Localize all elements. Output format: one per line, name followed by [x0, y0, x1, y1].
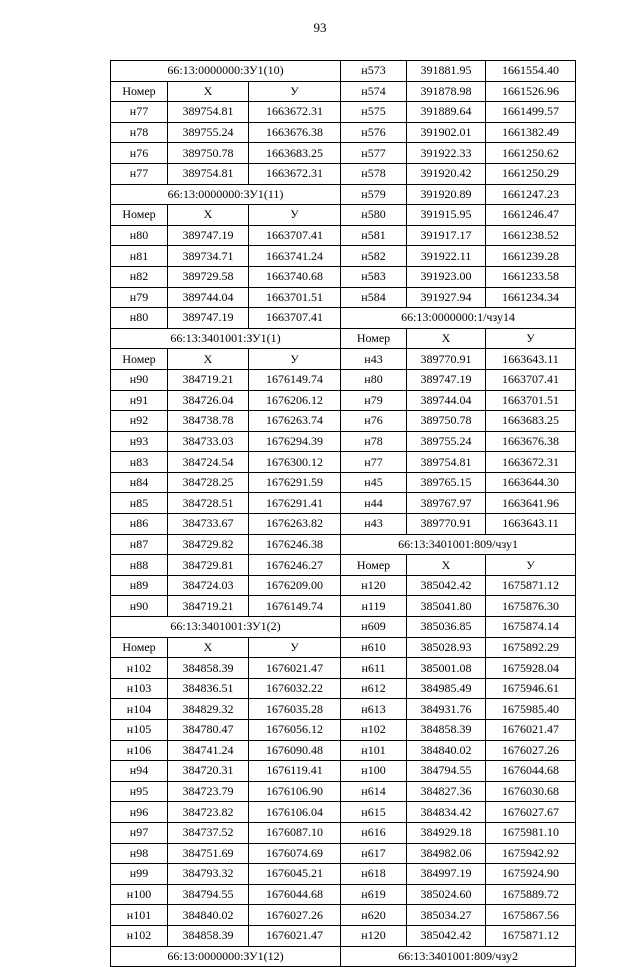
table-row — [111, 699, 576, 720]
y-coordinate-cell: 1676032.22 — [249, 678, 341, 699]
point-number-cell: н88 — [111, 555, 168, 576]
y-coordinate-cell: 1676056.12 — [249, 720, 341, 741]
point-number-cell: н576 — [341, 122, 407, 143]
point-number-cell: н616 — [341, 822, 407, 843]
parcel-title-cell: 66:13:3401001:ЗУ1(1) — [111, 328, 341, 349]
table-row — [111, 81, 576, 102]
x-coordinate-cell: 384982.06 — [407, 843, 486, 864]
point-number-cell: Номер — [111, 637, 168, 658]
y-coordinate-cell: 1675871.12 — [486, 925, 576, 946]
x-coordinate-cell: 384737.52 — [168, 822, 249, 843]
table-row — [111, 946, 576, 967]
point-number-cell: н92 — [111, 411, 168, 432]
point-number-cell: н89 — [111, 575, 168, 596]
y-coordinate-cell: 1663683.25 — [486, 411, 576, 432]
x-coordinate-cell: 389750.78 — [168, 143, 249, 164]
point-number-cell: н584 — [341, 287, 407, 308]
x-coordinate-cell: 384733.67 — [168, 514, 249, 535]
point-number-cell: н582 — [341, 246, 407, 267]
parcel-title-cell: 66:13:3401001:809/чзу2 — [341, 946, 576, 967]
point-number-cell: н99 — [111, 864, 168, 885]
y-coordinate-cell: 1676291.41 — [249, 493, 341, 514]
y-coordinate-cell: 1661246.47 — [486, 205, 576, 226]
x-coordinate-cell: 384834.42 — [407, 802, 486, 823]
y-coordinate-cell: У — [486, 328, 576, 349]
y-coordinate-cell: У — [249, 349, 341, 370]
point-number-cell: н106 — [111, 740, 168, 761]
point-number-cell: н119 — [341, 596, 407, 617]
point-number-cell: н610 — [341, 637, 407, 658]
x-coordinate-cell: 389747.19 — [168, 308, 249, 329]
y-coordinate-cell: 1676035.28 — [249, 699, 341, 720]
x-coordinate-cell: 389750.78 — [407, 411, 486, 432]
x-coordinate-cell: X — [168, 637, 249, 658]
y-coordinate-cell: 1661238.52 — [486, 225, 576, 246]
table-row — [111, 349, 576, 370]
y-coordinate-cell: 1663672.31 — [249, 102, 341, 123]
point-number-cell: н82 — [111, 266, 168, 287]
x-coordinate-cell: 384793.32 — [168, 864, 249, 885]
y-coordinate-cell: 1676206.12 — [249, 390, 341, 411]
x-coordinate-cell: 384724.54 — [168, 452, 249, 473]
x-coordinate-cell: 384794.55 — [168, 884, 249, 905]
y-coordinate-cell: 1675889.72 — [486, 884, 576, 905]
point-number-cell: н76 — [111, 143, 168, 164]
y-coordinate-cell: 1663740.68 — [249, 266, 341, 287]
table-row — [111, 596, 576, 617]
y-coordinate-cell: 1675928.04 — [486, 658, 576, 679]
point-number-cell: н575 — [341, 102, 407, 123]
table-row — [111, 555, 576, 576]
x-coordinate-cell: 391917.17 — [407, 225, 486, 246]
y-coordinate-cell: 1676263.74 — [249, 411, 341, 432]
point-number-cell: н79 — [341, 390, 407, 411]
point-number-cell: н619 — [341, 884, 407, 905]
x-coordinate-cell: 389765.15 — [407, 472, 486, 493]
y-coordinate-cell: 1676021.47 — [486, 720, 576, 741]
y-coordinate-cell: 1661250.29 — [486, 163, 576, 184]
table-row — [111, 925, 576, 946]
point-number-cell: н87 — [111, 534, 168, 555]
x-coordinate-cell: 384840.02 — [168, 905, 249, 926]
point-number-cell: н96 — [111, 802, 168, 823]
point-number-cell: н105 — [111, 720, 168, 741]
y-coordinate-cell: 1675874.14 — [486, 617, 576, 638]
y-coordinate-cell: 1675924.90 — [486, 864, 576, 885]
point-number-cell: н617 — [341, 843, 407, 864]
y-coordinate-cell: 1663644.30 — [486, 472, 576, 493]
x-coordinate-cell: 384931.76 — [407, 699, 486, 720]
x-coordinate-cell: 384720.31 — [168, 761, 249, 782]
point-number-cell: н574 — [341, 81, 407, 102]
point-number-cell: н76 — [341, 411, 407, 432]
y-coordinate-cell: 1661234.34 — [486, 287, 576, 308]
x-coordinate-cell: 391881.95 — [407, 61, 486, 82]
point-number-cell: н101 — [341, 740, 407, 761]
x-coordinate-cell: 391922.11 — [407, 246, 486, 267]
table-row — [111, 843, 576, 864]
point-number-cell: н79 — [111, 287, 168, 308]
point-number-cell: н577 — [341, 143, 407, 164]
point-number-cell: н613 — [341, 699, 407, 720]
y-coordinate-cell: 1676119.41 — [249, 761, 341, 782]
x-coordinate-cell: 384724.03 — [168, 575, 249, 596]
y-coordinate-cell: 1676294.39 — [249, 431, 341, 452]
point-number-cell: н579 — [341, 184, 407, 205]
x-coordinate-cell: 389767.97 — [407, 493, 486, 514]
x-coordinate-cell: 384726.04 — [168, 390, 249, 411]
y-coordinate-cell: 1676027.26 — [249, 905, 341, 926]
x-coordinate-cell: 384728.25 — [168, 472, 249, 493]
table-row — [111, 637, 576, 658]
y-coordinate-cell: 1676263.82 — [249, 514, 341, 535]
y-coordinate-cell: 1676149.74 — [249, 596, 341, 617]
coordinates-table — [110, 60, 576, 967]
x-coordinate-cell: 389755.24 — [407, 431, 486, 452]
table-row — [111, 802, 576, 823]
point-number-cell: н609 — [341, 617, 407, 638]
y-coordinate-cell: 1663701.51 — [249, 287, 341, 308]
x-coordinate-cell: 384836.51 — [168, 678, 249, 699]
y-coordinate-cell: 1663643.11 — [486, 349, 576, 370]
table-row — [111, 411, 576, 432]
table-row — [111, 761, 576, 782]
x-coordinate-cell: 384751.69 — [168, 843, 249, 864]
y-coordinate-cell: 1675876.30 — [486, 596, 576, 617]
y-coordinate-cell: 1663683.25 — [249, 143, 341, 164]
point-number-cell: н580 — [341, 205, 407, 226]
point-number-cell: н615 — [341, 802, 407, 823]
table-row — [111, 678, 576, 699]
x-coordinate-cell: 391923.00 — [407, 266, 486, 287]
table-row — [111, 452, 576, 473]
x-coordinate-cell: X — [168, 349, 249, 370]
point-number-cell: н583 — [341, 266, 407, 287]
point-number-cell: н120 — [341, 575, 407, 596]
point-number-cell: н614 — [341, 781, 407, 802]
x-coordinate-cell: 384741.24 — [168, 740, 249, 761]
y-coordinate-cell: 1675942.92 — [486, 843, 576, 864]
table-row — [111, 266, 576, 287]
x-coordinate-cell: 391902.01 — [407, 122, 486, 143]
y-coordinate-cell: 1661526.96 — [486, 81, 576, 102]
y-coordinate-cell: 1676027.26 — [486, 740, 576, 761]
point-number-cell: н43 — [341, 514, 407, 535]
point-number-cell: н91 — [111, 390, 168, 411]
x-coordinate-cell: 385028.93 — [407, 637, 486, 658]
x-coordinate-cell: 384723.82 — [168, 802, 249, 823]
y-coordinate-cell: 1676044.68 — [249, 884, 341, 905]
x-coordinate-cell: 384858.39 — [168, 658, 249, 679]
y-coordinate-cell: 1676087.10 — [249, 822, 341, 843]
y-coordinate-cell: 1676106.90 — [249, 781, 341, 802]
point-number-cell: н90 — [111, 369, 168, 390]
point-number-cell: н103 — [111, 678, 168, 699]
y-coordinate-cell: 1661247.23 — [486, 184, 576, 205]
x-coordinate-cell: 385034.27 — [407, 905, 486, 926]
y-coordinate-cell: 1663707.41 — [486, 369, 576, 390]
y-coordinate-cell: У — [486, 555, 576, 576]
y-coordinate-cell: 1676045.21 — [249, 864, 341, 885]
point-number-cell: н85 — [111, 493, 168, 514]
point-number-cell: н78 — [341, 431, 407, 452]
x-coordinate-cell: 391920.42 — [407, 163, 486, 184]
y-coordinate-cell: 1663672.31 — [249, 163, 341, 184]
table-row — [111, 781, 576, 802]
table-row — [111, 493, 576, 514]
point-number-cell: н102 — [111, 658, 168, 679]
parcel-title-cell: 66:13:3401001:ЗУ1(2) — [111, 617, 341, 638]
parcel-title-cell: 66:13:3401001:809/чзу1 — [341, 534, 576, 555]
x-coordinate-cell: 384733.03 — [168, 431, 249, 452]
table-row — [111, 884, 576, 905]
x-coordinate-cell: 389755.24 — [168, 122, 249, 143]
point-number-cell: н83 — [111, 452, 168, 473]
y-coordinate-cell: 1663741.24 — [249, 246, 341, 267]
point-number-cell: н80 — [111, 308, 168, 329]
y-coordinate-cell: 1661239.28 — [486, 246, 576, 267]
point-number-cell: н44 — [341, 493, 407, 514]
y-coordinate-cell: 1675871.12 — [486, 575, 576, 596]
x-coordinate-cell: 384929.18 — [407, 822, 486, 843]
point-number-cell: Номер — [111, 81, 168, 102]
x-coordinate-cell: 385024.60 — [407, 884, 486, 905]
x-coordinate-cell: 384997.19 — [407, 864, 486, 885]
point-number-cell: н620 — [341, 905, 407, 926]
x-coordinate-cell: 384719.21 — [168, 369, 249, 390]
point-number-cell: н86 — [111, 514, 168, 535]
x-coordinate-cell: 384729.81 — [168, 555, 249, 576]
y-coordinate-cell: 1676021.47 — [249, 658, 341, 679]
y-coordinate-cell: 1663676.38 — [486, 431, 576, 452]
x-coordinate-cell: 389754.81 — [168, 102, 249, 123]
point-number-cell: н611 — [341, 658, 407, 679]
table-row — [111, 184, 576, 205]
x-coordinate-cell: 385042.42 — [407, 925, 486, 946]
x-coordinate-cell: 384780.47 — [168, 720, 249, 741]
table-row — [111, 143, 576, 164]
table-row — [111, 163, 576, 184]
point-number-cell: н94 — [111, 761, 168, 782]
point-number-cell: н77 — [111, 163, 168, 184]
x-coordinate-cell: 384719.21 — [168, 596, 249, 617]
y-coordinate-cell: 1676300.12 — [249, 452, 341, 473]
y-coordinate-cell: 1676027.67 — [486, 802, 576, 823]
point-number-cell: н97 — [111, 822, 168, 843]
point-number-cell: н84 — [111, 472, 168, 493]
x-coordinate-cell: X — [407, 328, 486, 349]
x-coordinate-cell: 389770.91 — [407, 349, 486, 370]
coordinates-table-body — [111, 61, 576, 967]
point-number-cell: н77 — [341, 452, 407, 473]
table-row — [111, 390, 576, 411]
x-coordinate-cell: 384729.82 — [168, 534, 249, 555]
y-coordinate-cell: 1663641.96 — [486, 493, 576, 514]
x-coordinate-cell: X — [168, 205, 249, 226]
x-coordinate-cell: 385042.42 — [407, 575, 486, 596]
point-number-cell: Номер — [341, 555, 407, 576]
x-coordinate-cell: 384858.39 — [407, 720, 486, 741]
y-coordinate-cell: 1675867.56 — [486, 905, 576, 926]
y-coordinate-cell: 1676090.48 — [249, 740, 341, 761]
parcel-title-cell: 66:13:0000000:ЗУ1(12) — [111, 946, 341, 967]
point-number-cell: н578 — [341, 163, 407, 184]
point-number-cell: н581 — [341, 225, 407, 246]
point-number-cell: н102 — [341, 720, 407, 741]
y-coordinate-cell: 1675981.10 — [486, 822, 576, 843]
x-coordinate-cell: 389754.81 — [407, 452, 486, 473]
table-row — [111, 905, 576, 926]
point-number-cell: н612 — [341, 678, 407, 699]
x-coordinate-cell: 389747.19 — [407, 369, 486, 390]
parcel-title-cell: 66:13:0000000:1/чзу14 — [341, 308, 576, 329]
y-coordinate-cell: 1663707.41 — [249, 308, 341, 329]
x-coordinate-cell: 389729.58 — [168, 266, 249, 287]
y-coordinate-cell: 1663701.51 — [486, 390, 576, 411]
y-coordinate-cell: 1676209.00 — [249, 575, 341, 596]
x-coordinate-cell: 384827.36 — [407, 781, 486, 802]
x-coordinate-cell: 384723.79 — [168, 781, 249, 802]
x-coordinate-cell: 389754.81 — [168, 163, 249, 184]
x-coordinate-cell: X — [407, 555, 486, 576]
x-coordinate-cell: 391878.98 — [407, 81, 486, 102]
table-row — [111, 431, 576, 452]
parcel-title-cell: 66:13:0000000:ЗУ1(10) — [111, 61, 341, 82]
table-row — [111, 864, 576, 885]
point-number-cell: н102 — [111, 925, 168, 946]
x-coordinate-cell: 389770.91 — [407, 514, 486, 535]
point-number-cell: н93 — [111, 431, 168, 452]
point-number-cell: н45 — [341, 472, 407, 493]
y-coordinate-cell: 1675985.40 — [486, 699, 576, 720]
point-number-cell: н81 — [111, 246, 168, 267]
x-coordinate-cell: 384738.78 — [168, 411, 249, 432]
point-number-cell: н77 — [111, 102, 168, 123]
y-coordinate-cell: 1676149.74 — [249, 369, 341, 390]
table-row — [111, 575, 576, 596]
table-row — [111, 822, 576, 843]
point-number-cell: н573 — [341, 61, 407, 82]
point-number-cell: н95 — [111, 781, 168, 802]
x-coordinate-cell: 389744.04 — [407, 390, 486, 411]
point-number-cell: н80 — [341, 369, 407, 390]
y-coordinate-cell: 1676246.38 — [249, 534, 341, 555]
table-row — [111, 328, 576, 349]
x-coordinate-cell: 389744.04 — [168, 287, 249, 308]
point-number-cell: н78 — [111, 122, 168, 143]
y-coordinate-cell: 1663676.38 — [249, 122, 341, 143]
y-coordinate-cell: 1663707.41 — [249, 225, 341, 246]
y-coordinate-cell: 1661250.62 — [486, 143, 576, 164]
point-number-cell: Номер — [341, 328, 407, 349]
table-row — [111, 720, 576, 741]
y-coordinate-cell: 1661382.49 — [486, 122, 576, 143]
point-number-cell: н98 — [111, 843, 168, 864]
point-number-cell: н104 — [111, 699, 168, 720]
x-coordinate-cell: 385041.80 — [407, 596, 486, 617]
page-number: 93 — [313, 20, 327, 35]
y-coordinate-cell: У — [249, 637, 341, 658]
table-row — [111, 205, 576, 226]
y-coordinate-cell: 1676044.68 — [486, 761, 576, 782]
y-coordinate-cell: 1676246.27 — [249, 555, 341, 576]
table-row — [111, 308, 576, 329]
x-coordinate-cell: 384728.51 — [168, 493, 249, 514]
y-coordinate-cell: 1661233.58 — [486, 266, 576, 287]
point-number-cell: н100 — [341, 761, 407, 782]
y-coordinate-cell: 1676074.69 — [249, 843, 341, 864]
point-number-cell: н80 — [111, 225, 168, 246]
y-coordinate-cell: 1663643.11 — [486, 514, 576, 535]
table-row — [111, 534, 576, 555]
x-coordinate-cell: 384840.02 — [407, 740, 486, 761]
parcel-title-cell: 66:13:0000000:ЗУ1(11) — [111, 184, 341, 205]
y-coordinate-cell: У — [249, 81, 341, 102]
x-coordinate-cell: 391920.89 — [407, 184, 486, 205]
y-coordinate-cell: 1676030.68 — [486, 781, 576, 802]
table-row — [111, 287, 576, 308]
x-coordinate-cell: 391915.95 — [407, 205, 486, 226]
y-coordinate-cell: 1663672.31 — [486, 452, 576, 473]
table-row — [111, 617, 576, 638]
point-number-cell: н120 — [341, 925, 407, 946]
table-row — [111, 102, 576, 123]
y-coordinate-cell: 1676106.04 — [249, 802, 341, 823]
y-coordinate-cell: 1675892.29 — [486, 637, 576, 658]
point-number-cell: н618 — [341, 864, 407, 885]
table-row — [111, 740, 576, 761]
y-coordinate-cell: У — [249, 205, 341, 226]
table-row — [111, 225, 576, 246]
x-coordinate-cell: 384858.39 — [168, 925, 249, 946]
y-coordinate-cell: 1676291.59 — [249, 472, 341, 493]
x-coordinate-cell: 391922.33 — [407, 143, 486, 164]
y-coordinate-cell: 1661554.40 — [486, 61, 576, 82]
y-coordinate-cell: 1661499.57 — [486, 102, 576, 123]
x-coordinate-cell: 389734.71 — [168, 246, 249, 267]
x-coordinate-cell: 384985.49 — [407, 678, 486, 699]
x-coordinate-cell: 391889.64 — [407, 102, 486, 123]
point-number-cell: Номер — [111, 205, 168, 226]
point-number-cell: н101 — [111, 905, 168, 926]
point-number-cell: н100 — [111, 884, 168, 905]
point-number-cell: Номер — [111, 349, 168, 370]
x-coordinate-cell: 389747.19 — [168, 225, 249, 246]
x-coordinate-cell: 385001.08 — [407, 658, 486, 679]
table-row — [111, 658, 576, 679]
table-row — [111, 61, 576, 82]
x-coordinate-cell: 384794.55 — [407, 761, 486, 782]
table-row — [111, 472, 576, 493]
point-number-cell: н90 — [111, 596, 168, 617]
x-coordinate-cell: 384829.32 — [168, 699, 249, 720]
table-row — [111, 514, 576, 535]
table-row — [111, 369, 576, 390]
x-coordinate-cell: 385036.85 — [407, 617, 486, 638]
table-row — [111, 122, 576, 143]
x-coordinate-cell: X — [168, 81, 249, 102]
table-row — [111, 246, 576, 267]
y-coordinate-cell: 1676021.47 — [249, 925, 341, 946]
y-coordinate-cell: 1675946.61 — [486, 678, 576, 699]
x-coordinate-cell: 391927.94 — [407, 287, 486, 308]
point-number-cell: н43 — [341, 349, 407, 370]
